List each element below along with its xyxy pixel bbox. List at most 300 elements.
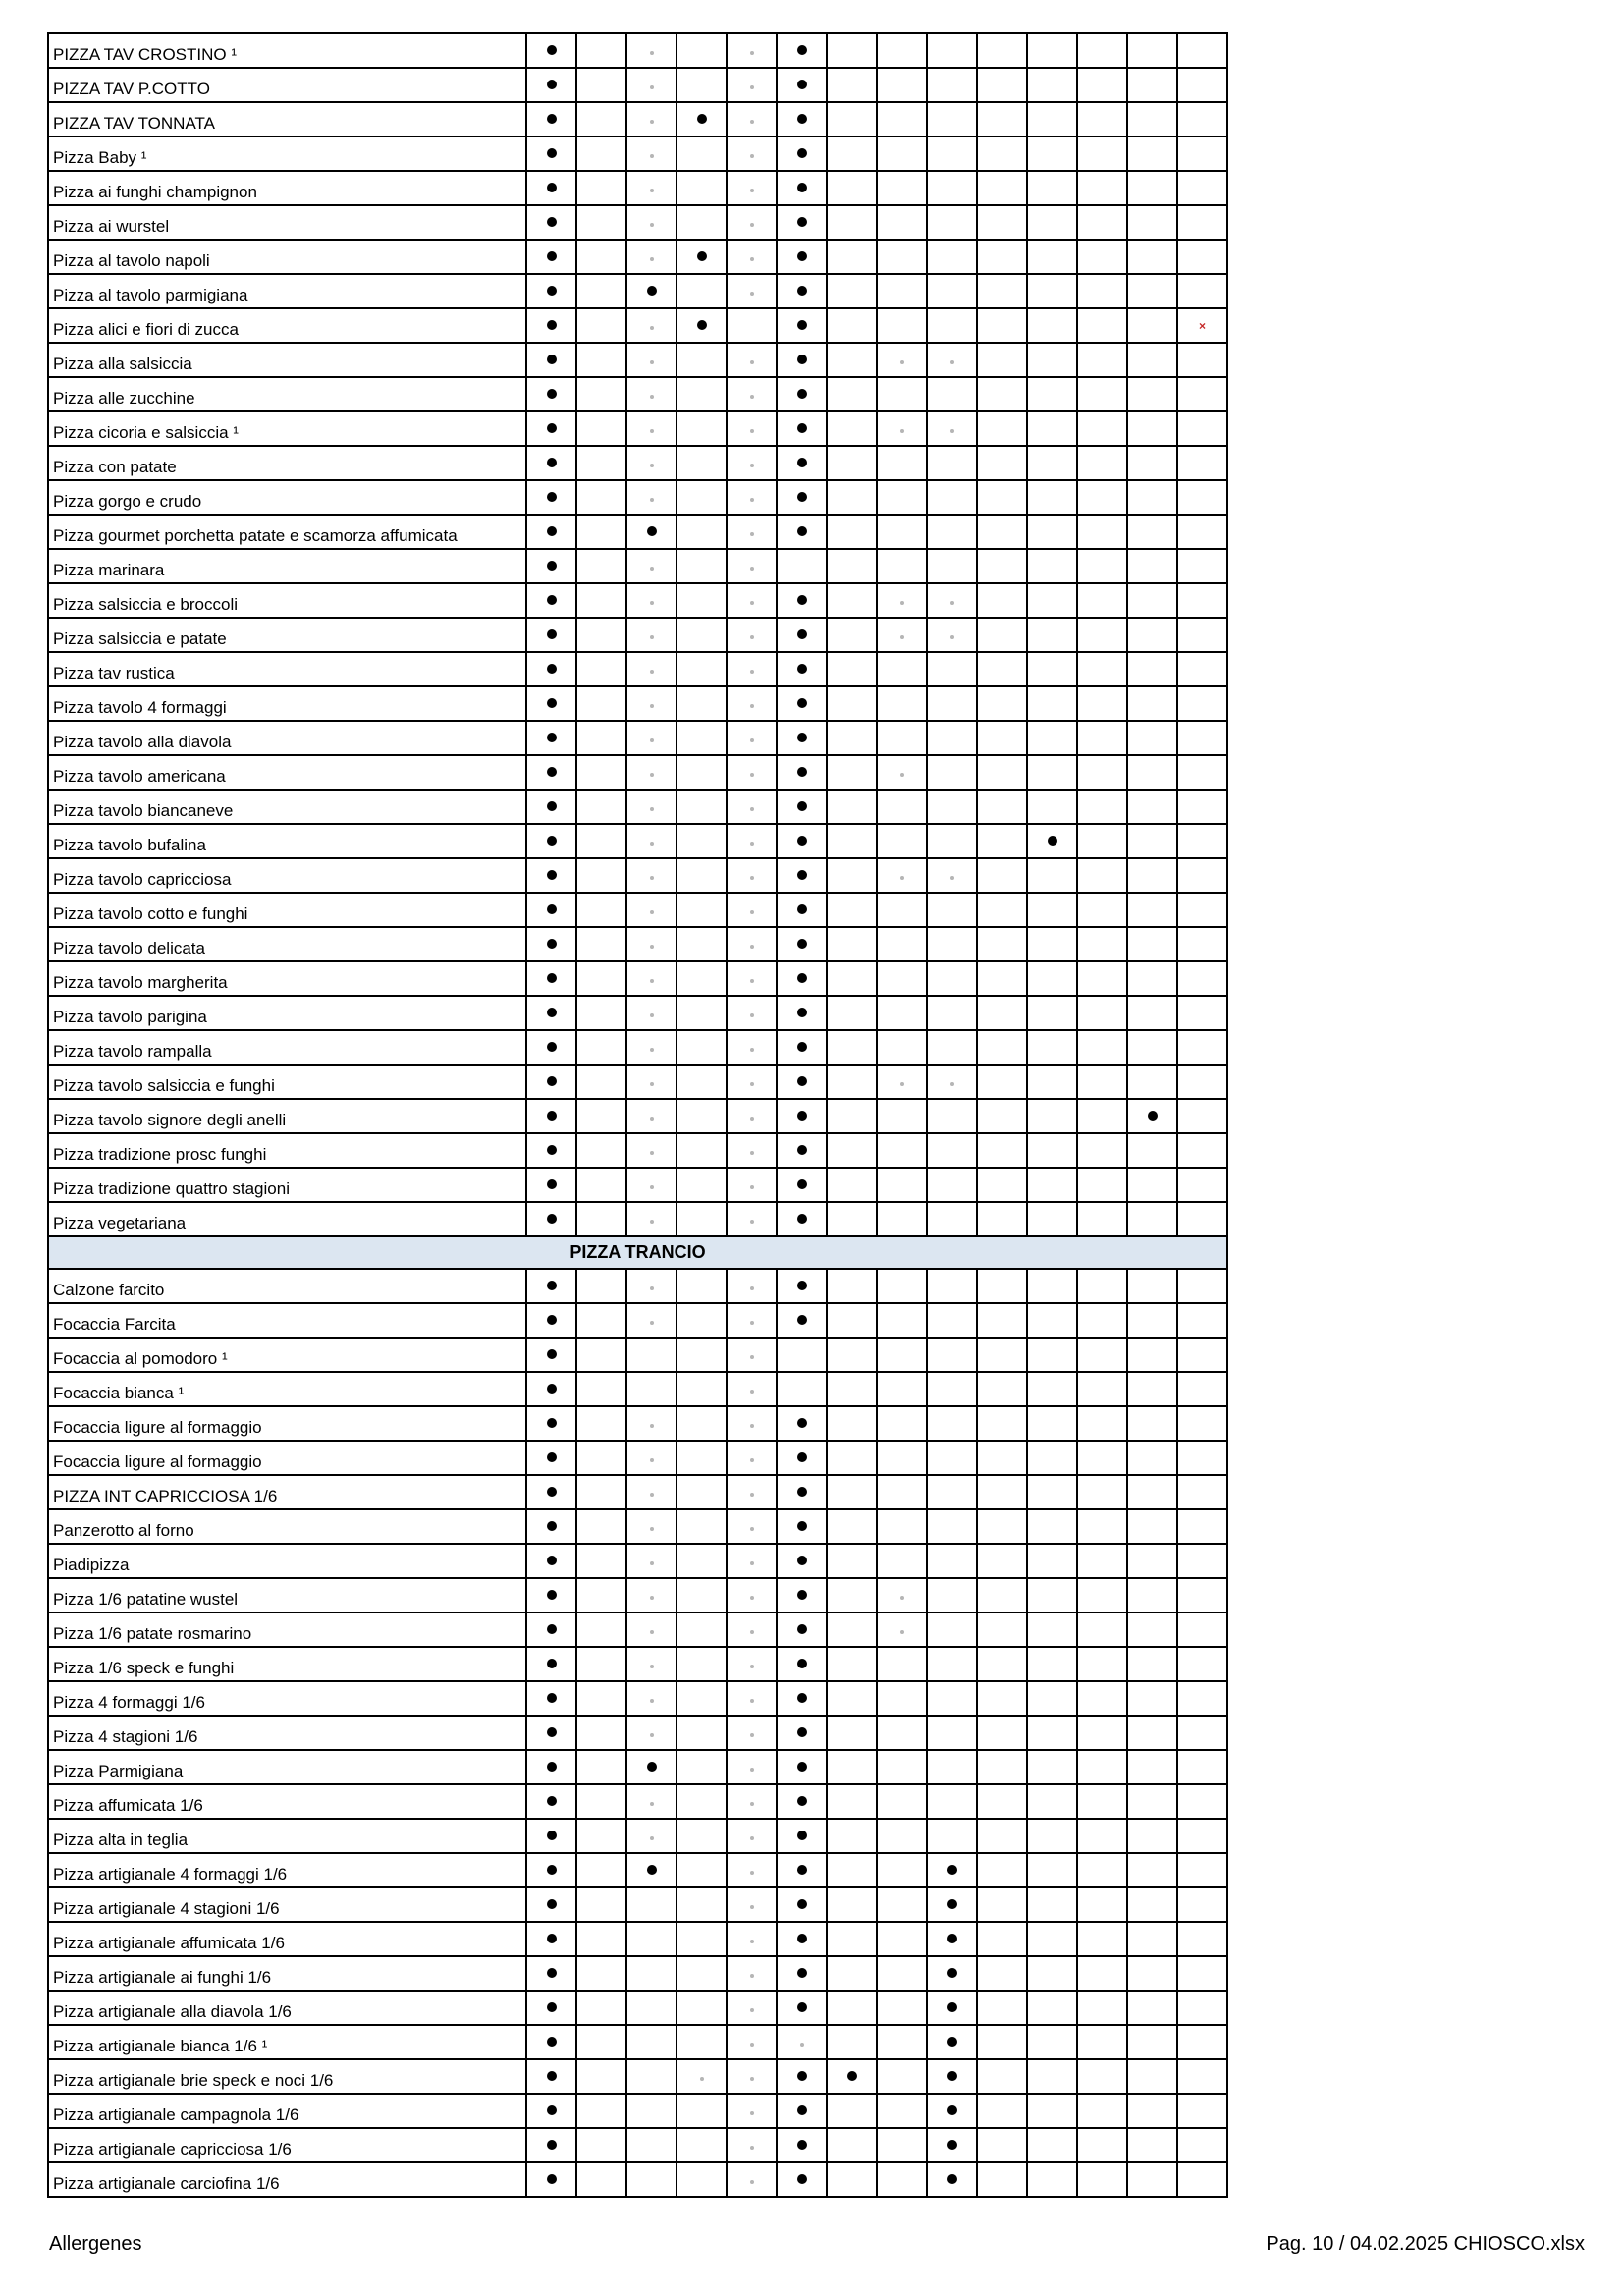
allergen-cell: [827, 652, 877, 686]
allergen-cell: [727, 411, 777, 446]
allergen-cell: [677, 721, 727, 755]
allergen-cell: [677, 1613, 727, 1647]
allergen-cell: [777, 790, 827, 824]
allergen-cell: [1177, 652, 1227, 686]
contains-dot-icon: [547, 767, 557, 777]
allergen-cell: [827, 1509, 877, 1544]
allergen-cell: [526, 2025, 576, 2059]
allergen-cell: [777, 1716, 827, 1750]
table-row: [48, 1578, 1227, 1613]
contains-dot-icon: [797, 1281, 807, 1290]
allergen-cell: [576, 171, 626, 205]
trace-dot-icon: [900, 773, 904, 777]
allergen-cell: [1077, 790, 1127, 824]
allergen-cell: [1177, 927, 1227, 961]
allergen-cell: [1077, 721, 1127, 755]
trace-dot-icon: [650, 223, 654, 227]
allergen-cell: [1027, 858, 1077, 893]
trace-dot-icon: [750, 120, 754, 124]
allergen-cell: [576, 1133, 626, 1168]
allergen-cell: [677, 308, 727, 343]
allergen-cell: [1077, 618, 1127, 652]
contains-dot-icon: [797, 2140, 807, 2150]
allergen-cell: [526, 68, 576, 102]
allergen-cell: [526, 996, 576, 1030]
allergen-cell: [977, 686, 1027, 721]
allergen-cell: [777, 961, 827, 996]
allergen-cell: [927, 1613, 977, 1647]
allergen-cell: [727, 377, 777, 411]
allergen-cell: [827, 1202, 877, 1236]
allergen-cell: [977, 1168, 1027, 1202]
product-name: Pizza Parmigiana: [48, 1750, 526, 1784]
product-name: Pizza tavolo alla diavola: [48, 721, 526, 755]
allergen-cell: [977, 1578, 1027, 1613]
allergen-cell: [727, 1372, 777, 1406]
allergen-cell: [727, 480, 777, 515]
allergen-cell: [777, 1303, 827, 1338]
trace-dot-icon: [750, 601, 754, 605]
contains-dot-icon: [797, 80, 807, 89]
allergen-cell: [626, 1303, 677, 1338]
allergen-cell: [626, 858, 677, 893]
trace-dot-icon: [750, 738, 754, 742]
allergen-cell: [927, 1303, 977, 1338]
allergen-cell: [1077, 343, 1127, 377]
trace-dot-icon: [750, 567, 754, 571]
allergen-cell: [576, 755, 626, 790]
contains-dot-icon: [797, 1179, 807, 1189]
allergen-cell: [626, 652, 677, 686]
allergen-cell: [576, 1956, 626, 1991]
allergen-table-body: [48, 33, 1227, 2197]
allergen-cell: [626, 1202, 677, 1236]
allergen-cell: [1027, 1475, 1077, 1509]
allergen-cell: [927, 1544, 977, 1578]
trace-dot-icon: [750, 395, 754, 399]
table-row: [48, 1784, 1227, 1819]
product-name: Pizza Baby ¹: [48, 137, 526, 171]
allergen-cell: [727, 1819, 777, 1853]
allergen-cell: [1027, 721, 1077, 755]
allergen-cell: [927, 549, 977, 583]
allergen-cell: [977, 549, 1027, 583]
allergen-cell: [626, 790, 677, 824]
allergen-cell: [1177, 515, 1227, 549]
allergen-cell: [526, 343, 576, 377]
allergen-cell: [977, 446, 1027, 480]
table-row: [48, 686, 1227, 721]
product-name: Focaccia bianca ¹: [48, 1372, 526, 1406]
allergen-cell: [677, 1716, 727, 1750]
allergen-cell: [777, 1613, 827, 1647]
allergen-cell: [1127, 1681, 1177, 1716]
allergen-cell: [977, 618, 1027, 652]
allergen-cell: [1127, 102, 1177, 137]
allergen-cell: [626, 1475, 677, 1509]
contains-dot-icon: [797, 1111, 807, 1121]
allergen-cell: [677, 1065, 727, 1099]
allergen-cell: [727, 583, 777, 618]
allergen-cell: [877, 1441, 927, 1475]
contains-dot-icon: [947, 2071, 957, 2081]
allergen-cell: [1177, 411, 1227, 446]
product-name: Pizza tavolo bufalina: [48, 824, 526, 858]
allergen-cell: [827, 33, 877, 68]
product-name: Pizza ai funghi champignon: [48, 171, 526, 205]
allergen-cell: [576, 790, 626, 824]
allergen-cell: [1027, 583, 1077, 618]
allergen-cell: [1077, 1269, 1127, 1303]
allergen-cell: [877, 790, 927, 824]
allergen-cell: [1177, 583, 1227, 618]
contains-dot-icon: [797, 698, 807, 708]
table-row: [48, 1099, 1227, 1133]
allergen-cell: [626, 1853, 677, 1887]
allergen-cell: [626, 1372, 677, 1406]
allergen-cell: [877, 411, 927, 446]
allergen-cell: [877, 1509, 927, 1544]
allergen-cell: [1027, 1030, 1077, 1065]
allergen-cell: [727, 1784, 777, 1819]
trace-dot-icon: [900, 601, 904, 605]
product-name: Pizza artigianale affumicata 1/6: [48, 1922, 526, 1956]
allergen-cell: [1027, 1819, 1077, 1853]
allergen-cell: [1127, 790, 1177, 824]
allergen-cell: [1027, 68, 1077, 102]
allergen-cell: [877, 1372, 927, 1406]
allergen-cell: [1127, 1819, 1177, 1853]
allergen-cell: [526, 1303, 576, 1338]
allergen-cell: [827, 790, 877, 824]
contains-dot-icon: [697, 251, 707, 261]
allergen-cell: [727, 102, 777, 137]
allergen-cell: [877, 1338, 927, 1372]
contains-dot-icon: [797, 1934, 807, 1943]
allergen-cell: [727, 1168, 777, 1202]
contains-dot-icon: [947, 1865, 957, 1875]
allergen-cell: [877, 515, 927, 549]
allergen-cell: [977, 996, 1027, 1030]
trace-dot-icon: [900, 360, 904, 364]
allergen-cell: [576, 1475, 626, 1509]
allergen-cell: [727, 171, 777, 205]
allergen-cell: [927, 1133, 977, 1168]
allergen-cell: [677, 790, 727, 824]
allergen-cell: [1027, 755, 1077, 790]
allergen-cell: [827, 411, 877, 446]
allergen-cell: [777, 411, 827, 446]
allergen-cell: [1127, 1922, 1177, 1956]
allergen-cell: [877, 343, 927, 377]
product-name: Pizza artigianale 4 stagioni 1/6: [48, 1887, 526, 1922]
table-row: [48, 33, 1227, 68]
allergen-cell: [1177, 1922, 1227, 1956]
allergen-cell: [1177, 1065, 1227, 1099]
allergen-cell: [1077, 1441, 1127, 1475]
table-row: [48, 858, 1227, 893]
allergen-cell: [927, 171, 977, 205]
allergen-cell: [1077, 1202, 1127, 1236]
allergen-cell: [827, 2162, 877, 2197]
allergen-cell: [576, 1099, 626, 1133]
product-name: Pizza affumicata 1/6: [48, 1784, 526, 1819]
allergen-cell: [576, 961, 626, 996]
product-name: Pizza alta in teglia: [48, 1819, 526, 1853]
trace-dot-icon: [750, 85, 754, 89]
allergen-cell: [1177, 1099, 1227, 1133]
table-row: [48, 2162, 1227, 2197]
allergen-cell: [1177, 2128, 1227, 2162]
allergen-cell: [576, 1202, 626, 1236]
allergen-cell: [677, 480, 727, 515]
allergen-cell: [1127, 583, 1177, 618]
allergen-cell: [1077, 240, 1127, 274]
contains-dot-icon: [647, 1762, 657, 1772]
allergen-cell: [526, 618, 576, 652]
allergen-cell: [1177, 1406, 1227, 1441]
allergen-cell: [576, 686, 626, 721]
allergen-cell: [727, 549, 777, 583]
allergen-cell: [677, 893, 727, 927]
allergen-cell: [526, 1784, 576, 1819]
allergen-cell: [626, 996, 677, 1030]
allergen-cell: [677, 1819, 727, 1853]
contains-dot-icon: [547, 1831, 557, 1840]
allergen-cell: [1077, 1613, 1127, 1647]
allergen-cell: [827, 274, 877, 308]
allergen-cell: [1127, 1716, 1177, 1750]
allergen-cell: [827, 1544, 877, 1578]
allergen-cell: [877, 858, 927, 893]
product-name: Pizza artigianale bianca 1/6 ¹: [48, 2025, 526, 2059]
trace-dot-icon: [750, 2043, 754, 2047]
trace-dot-icon: [650, 876, 654, 880]
allergen-cell: [1027, 1578, 1077, 1613]
allergen-cell: [1127, 618, 1177, 652]
allergen-cell: [727, 137, 777, 171]
allergen-cell: [1027, 2162, 1077, 2197]
allergen-cell: [777, 618, 827, 652]
allergen-cell: [526, 1269, 576, 1303]
allergen-cell: [827, 1406, 877, 1441]
allergen-cell: [727, 1750, 777, 1784]
allergen-cell: [1027, 446, 1077, 480]
allergen-cell: [1077, 1922, 1127, 1956]
table-row: [48, 1750, 1227, 1784]
trace-dot-icon: [900, 635, 904, 639]
allergen-cell: [576, 2025, 626, 2059]
table-row: [48, 1922, 1227, 1956]
allergen-cell: [1077, 1544, 1127, 1578]
allergen-cell: [1027, 790, 1077, 824]
allergen-cell: [1077, 102, 1127, 137]
allergen-cell: [1127, 1133, 1177, 1168]
allergen-cell: [1077, 1956, 1127, 1991]
product-name: Pizza tavolo cotto e funghi: [48, 893, 526, 927]
allergen-cell: [576, 68, 626, 102]
contains-dot-icon: [547, 423, 557, 433]
allergen-cell: [1077, 1168, 1127, 1202]
allergen-cell: [1177, 2162, 1227, 2197]
contains-dot-icon: [797, 1008, 807, 1017]
contains-dot-icon: [547, 320, 557, 330]
table-row: [48, 1681, 1227, 1716]
allergen-cell: [727, 1065, 777, 1099]
trace-dot-icon: [650, 1836, 654, 1840]
allergen-cell: [777, 1578, 827, 1613]
allergen-cell: [977, 1681, 1027, 1716]
allergen-cell: [1127, 996, 1177, 1030]
contains-dot-icon: [547, 1452, 557, 1462]
allergen-cell: [1127, 308, 1177, 343]
trace-dot-icon: [750, 1699, 754, 1703]
allergen-cell: [877, 686, 927, 721]
allergen-cell: [1127, 1202, 1177, 1236]
allergen-cell: [977, 1509, 1027, 1544]
allergen-cell: [1027, 652, 1077, 686]
footer-page-info: Pag. 10 / 04.02.2025 CHIOSCO.xlsx: [1266, 2233, 1585, 2255]
allergen-cell: [927, 961, 977, 996]
allergen-cell: [677, 1406, 727, 1441]
allergen-cell: [677, 755, 727, 790]
trace-dot-icon: [750, 807, 754, 811]
allergen-cell: [576, 377, 626, 411]
allergen-cell: [576, 343, 626, 377]
allergen-cell: [977, 1338, 1027, 1372]
allergen-cell: [877, 652, 927, 686]
allergen-cell: [727, 240, 777, 274]
allergen-cell: [827, 1991, 877, 2025]
allergen-cell: [1027, 480, 1077, 515]
allergen-cell: [977, 1544, 1027, 1578]
allergen-cell: [827, 1065, 877, 1099]
contains-dot-icon: [547, 1727, 557, 1737]
allergen-cell: [877, 102, 927, 137]
contains-dot-icon: [797, 2071, 807, 2081]
allergen-cell: [1027, 996, 1077, 1030]
allergen-cell: [977, 1030, 1027, 1065]
contains-dot-icon: [797, 939, 807, 949]
allergen-cell: [576, 2128, 626, 2162]
allergen-cell: [626, 2025, 677, 2059]
allergen-cell: [877, 996, 927, 1030]
allergen-cell: [677, 1578, 727, 1613]
allergen-cell: [576, 1716, 626, 1750]
allergen-cell: [827, 1853, 877, 1887]
contains-dot-icon: [797, 1590, 807, 1600]
allergen-cell: [576, 2162, 626, 2197]
section-header-row: [48, 1236, 1227, 1269]
allergen-cell: [526, 1991, 576, 2025]
product-name: Pizza tavolo delicata: [48, 927, 526, 961]
trace-dot-icon: [650, 807, 654, 811]
allergen-cell: [677, 858, 727, 893]
allergen-cell: [526, 790, 576, 824]
product-name: Pizza artigianale alla diavola 1/6: [48, 1991, 526, 2025]
contains-dot-icon: [547, 629, 557, 639]
contains-dot-icon: [547, 458, 557, 467]
allergen-cell: [727, 755, 777, 790]
allergen-cell: [777, 1372, 827, 1406]
allergen-cell: [626, 2094, 677, 2128]
allergen-cell: [977, 858, 1027, 893]
allergen-cell: [526, 274, 576, 308]
allergen-cell: [927, 618, 977, 652]
allergen-cell: [777, 1338, 827, 1372]
trace-dot-icon: [650, 498, 654, 502]
contains-dot-icon: [797, 1796, 807, 1806]
product-name: Focaccia al pomodoro ¹: [48, 1338, 526, 1372]
allergen-cell: [927, 1475, 977, 1509]
allergen-cell: [1127, 1303, 1177, 1338]
contains-dot-icon: [547, 1865, 557, 1875]
allergen-cell: [1027, 961, 1077, 996]
allergen-cell: [1177, 755, 1227, 790]
allergen-cell: [1177, 1338, 1227, 1372]
allergen-cell: [827, 1441, 877, 1475]
allergen-cell: [1177, 1887, 1227, 1922]
allergen-cell: [827, 343, 877, 377]
trace-dot-icon: [650, 1527, 654, 1531]
allergen-cell: [827, 205, 877, 240]
allergen-cell: [927, 1887, 977, 1922]
allergen-cell: [1077, 1338, 1127, 1372]
allergen-cell: [877, 549, 927, 583]
allergen-cell: [677, 446, 727, 480]
trace-dot-icon: [750, 1527, 754, 1531]
allergen-cell: [977, 411, 1027, 446]
table-row: [48, 1406, 1227, 1441]
allergen-cell: [827, 1887, 877, 1922]
allergen-cell: [977, 171, 1027, 205]
allergen-cell: [727, 1475, 777, 1509]
allergen-cell: [727, 721, 777, 755]
allergen-cell: [1027, 686, 1077, 721]
contains-dot-icon: [797, 629, 807, 639]
allergen-cell: [727, 893, 777, 927]
allergen-cell: [1177, 240, 1227, 274]
allergen-cell: [927, 343, 977, 377]
allergen-cell: [827, 1269, 877, 1303]
trace-dot-icon: [750, 1940, 754, 1943]
allergen-cell: [827, 1819, 877, 1853]
allergen-cell: [977, 583, 1027, 618]
allergen-cell: [1177, 1819, 1227, 1853]
allergen-cell: [1027, 2094, 1077, 2128]
allergen-cell: [827, 1956, 877, 1991]
allergen-cell: [727, 927, 777, 961]
allergen-cell: [1177, 68, 1227, 102]
table-row: [48, 68, 1227, 102]
allergen-cell: [677, 1269, 727, 1303]
allergen-cell: [1127, 1991, 1177, 2025]
allergen-cell: [1177, 2094, 1227, 2128]
allergen-cell: [1177, 1202, 1227, 1236]
allergen-cell: [576, 33, 626, 68]
contains-dot-icon: [797, 801, 807, 811]
contains-dot-icon: [947, 2140, 957, 2150]
allergen-cell: [526, 686, 576, 721]
allergen-cell: [526, 1441, 576, 1475]
contains-dot-icon: [797, 1899, 807, 1909]
allergen-cell: [927, 686, 977, 721]
allergen-cell: [877, 2128, 927, 2162]
allergen-cell: [927, 33, 977, 68]
trace-dot-icon: [650, 257, 654, 261]
allergen-cell: [677, 1681, 727, 1716]
allergen-cell: [977, 377, 1027, 411]
